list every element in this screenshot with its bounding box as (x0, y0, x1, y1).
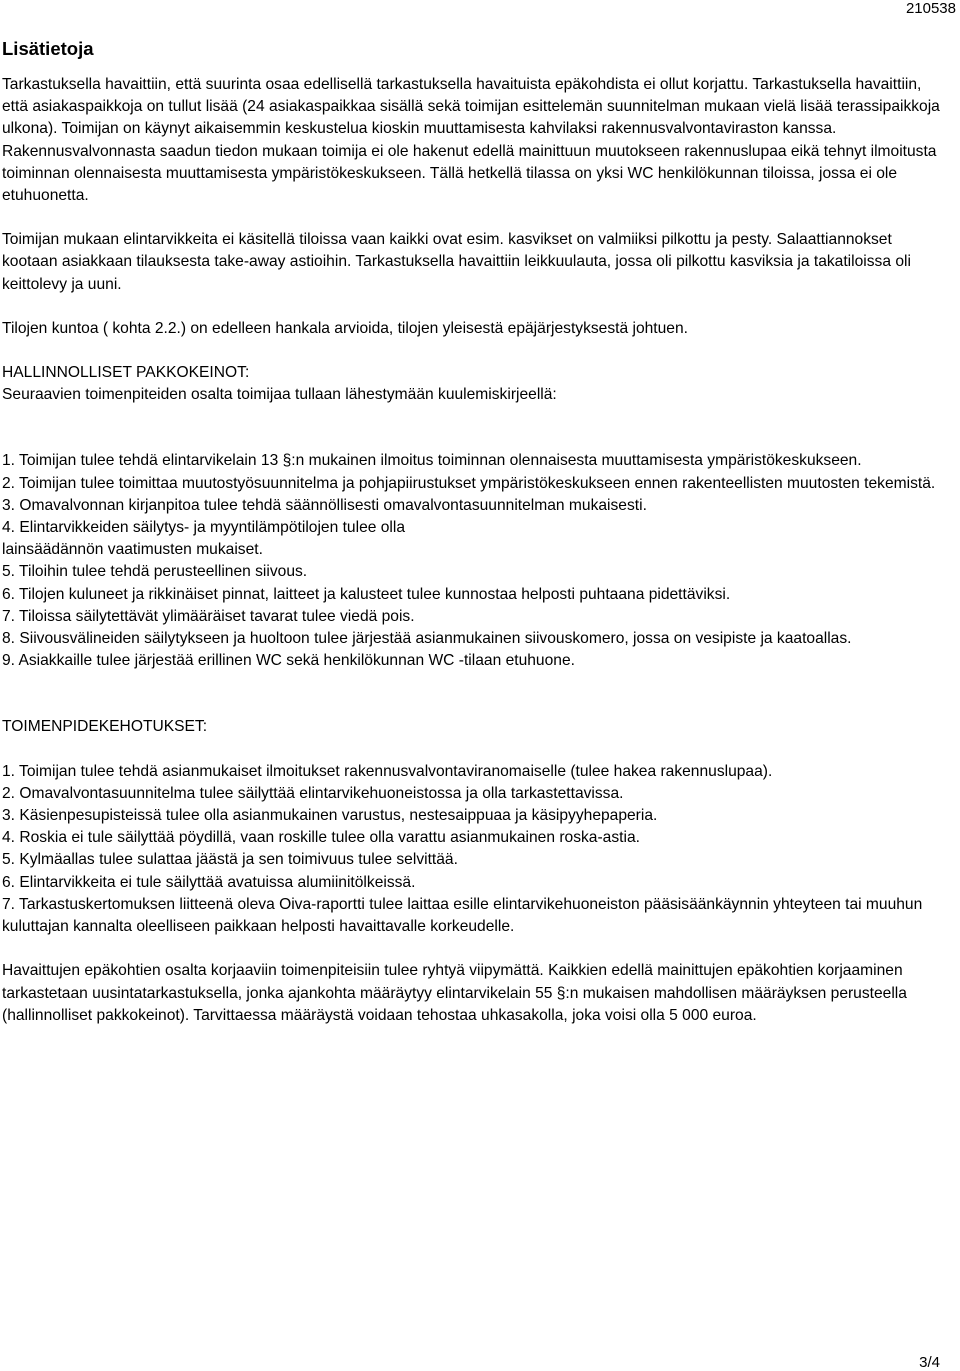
list-item: 1. Toimijan tulee tehdä elintarvikelain 13 §:n mukainen ilmoitus toiminnan olennaisesta muuttamisesta ympäristökeskukseen. (2, 452, 862, 470)
paragraph-food-handling: Toimijan mukaan elintarvikkeita ei käsitellä tiloissa vaan kaikki ovat esim. kasvikset on valmiiksi pilkottu ja pesty. Salaattiannokset kootaan asiakkaan tilauksesta take-away astioihin. Tarkastuksella havaittiin leikkuulauta, jossa oli pilkottu kasviksia ja takatiloissa oli keittolevy ja uuni. (2, 231, 911, 293)
recommendations-section-title: TOIMENPIDEKEHOTUKSET: (2, 718, 208, 736)
document-body (2, 36, 947, 1049)
admin-items-list (2, 450, 947, 672)
closing-paragraph: Havaittujen epäkohtien osalta korjaaviin toimenpiteisiin tulee ryhtyä viipymättä. Kaikkien edellä mainittujen epäkohtien korjaaminen tarkastetaan uusintatarkastuksella, jonka ajankohta määräytyy elintarvikelain 55 §:n mukaisen mahdollisen määräyksen perusteella (hallinnolliset pakkokeinot). Tarvittaessa määräystä voidaan tehostaa uhkasakolla, joka voisi olla 5 000 euroa. (2, 962, 907, 1024)
page-number: 3/4 (919, 1354, 940, 1371)
paragraph-inspection-findings: Tarkastuksella havaittiin, että suurinta osaa edellisellä tarkastuksella havaituista epäkohdista ei ollut korjattu. Tarkastuksella havaittiin, että asiakaspaikkoja on tullut lisää (24 asiakaspaikkaa sisällä sekä toimijan esittelemän suunnitelman mukaan vielä lisää terassipaikkoja ulkona). Toimijan on käynyt aikaisemmin keskustelua kioskin muuttamisesta kahvilaksi rakennusvalvontaviraston kanssa. Rakennusvalvonnasta saadun tiedon mukaan toimija ei ole hakenut edellä mainittuun muutokseen rakennuslupaa eikä tehnyt ilmoitusta toiminnan olennaisesta muuttamisesta ympäristökeskukseen. Tällä hetkellä tilassa on yksi WC henkilökunnan tiloissa, jossa ei ole etuhuonetta. (2, 76, 940, 205)
list-item: 5. Kylmäallas tulee sulattaa jäästä ja sen toimivuus tulee selvittää. (2, 851, 458, 869)
list-item: 4. Roskia ei tule säilyttää pöydillä, vaan roskille tulee olla varattu asianmukainen roska-astia. (2, 829, 640, 847)
list-item: 6. Tilojen kuluneet ja rikkinäiset pinnat, laitteet ja kalusteet tulee kunnostaa helposti puhtaana pidettäviksi. (2, 585, 731, 603)
admin-section-title: HALLINNOLLISET PAKKOKEINOT: (2, 364, 250, 382)
list-item: 2. Omavalvontasuunnitelma tulee säilyttää elintarvikehuoneistossa ja olla tarkastettavissa. (2, 784, 624, 802)
paragraph-premises-condition: Tilojen kuntoa ( kohta 2.2.) on edelleen hankala arvioida, tilojen yleisestä epäjärjestyksestä johtuen. (2, 319, 688, 337)
list-item: 9. Asiakkaille tulee järjestää erillinen WC sekä henkilökunnan WC -tilaan etuhuone. (2, 652, 575, 670)
admin-section-intro: Seuraavien toimenpiteiden osalta toimijaa tullaan lähestymään kuulemiskirjeellä: (2, 386, 557, 404)
list-item: 8. Siivousvälineiden säilytykseen ja huoltoon tulee järjestää asianmukainen siivouskomero, jossa on vesipiste ja kaatoallas. (2, 630, 852, 648)
list-item: 1. Toimijan tulee tehdä asianmukaiset ilmoitukset rakennusvalvontaviranomaiselle (tulee hakea rakennuslupaa). (2, 762, 773, 780)
list-item: 7. Tiloissa säilytettävät ylimääräiset tavarat tulee viedä pois. (2, 607, 415, 625)
list-item: 5. Tiloihin tulee tehdä perusteellinen siivous. (2, 563, 308, 581)
list-item: 3. Omavalvonnan kirjanpitoa tulee tehdä säännöllisesti omavalvontasuunnitelman mukaisesti. (2, 496, 647, 514)
recommendations-items-list (2, 761, 947, 939)
page-title: Lisätietoja (2, 38, 94, 59)
list-item: 3. Käsienpesupisteissä tulee olla asianmukainen varustus, nestesaippuaa ja käsipyyhepaperia. (2, 807, 658, 825)
list-item: 7. Tarkastuskertomuksen liitteenä oleva Oiva-raportti tulee laittaa esille elintarvikehuoneiston pääsisäänkäynnin yhteyteen tai muuhun kuluttajan kannalta oleelliseen paikkaan helposti havaittavalle korkeudelle. (2, 895, 923, 936)
admin-section (2, 362, 947, 672)
list-item: 6. Elintarvikkeita ei tule säilyttää avatuissa alumiinitölkeissä. (2, 873, 416, 891)
recommendations-section (2, 716, 947, 938)
list-item: 2. Toimijan tulee toimittaa muutostyösuunnitelma ja pohjapiirustukset ympäristökeskukseen ennen rakenteellisten muutosten tekemistä. (2, 474, 936, 492)
list-item: 4. Elintarvikkeiden säilytys- ja myyntilämpötilojen tulee olla lainsäädännön vaatimusten mukaiset. (2, 519, 406, 559)
document-id: 210538 (905, 0, 956, 17)
